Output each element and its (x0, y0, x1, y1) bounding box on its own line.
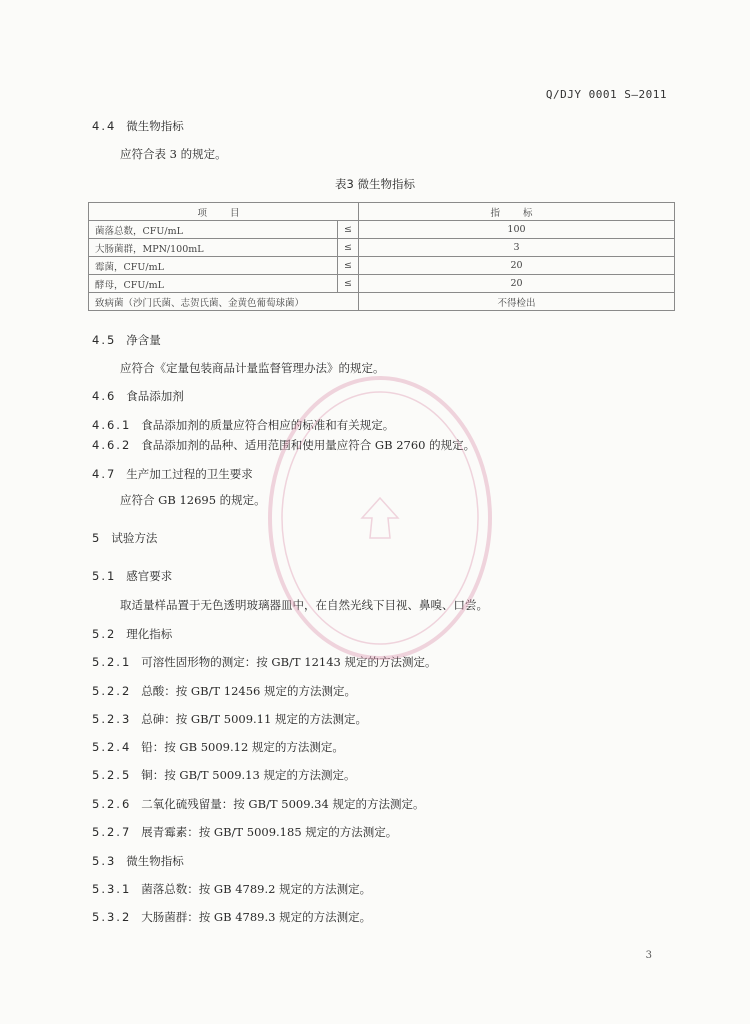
section-number: 4.6.2 (92, 438, 132, 452)
section-4-6-1 (92, 417, 394, 433)
table-row (89, 293, 675, 311)
page-number: 3 (645, 950, 652, 961)
cell-symbol: ≤ (338, 221, 359, 239)
cell-symbol: ≤ (338, 239, 359, 257)
section-number: 4.5 (92, 333, 117, 347)
section-5-2-7 (92, 824, 397, 840)
seal-star-icon (362, 498, 398, 538)
table-row (89, 257, 675, 275)
section-text: 铅：按 GB 5009.12 规定的方法测定。 (141, 740, 344, 754)
table-row (89, 221, 675, 239)
section-text: 展青霉素：按 GB/T 5009.185 规定的方法测定。 (141, 825, 398, 839)
official-seal-stamp (262, 368, 498, 668)
section-title: 微生物指标 (126, 854, 184, 868)
section-text: 食品添加剂的品种、适用范围和使用量应符合 GB 2760 的规定。 (141, 438, 476, 452)
section-number: 4.6.1 (92, 418, 132, 432)
section-4-6-heading (92, 388, 184, 404)
section-5-3-1 (92, 881, 371, 897)
section-number: 5.3 (92, 854, 117, 868)
section-title: 净含量 (126, 333, 161, 347)
section-5-2-6 (92, 796, 424, 812)
section-title: 食品添加剂 (126, 389, 184, 403)
section-text: 食品添加剂的质量应符合相应的标准和有关规定。 (141, 418, 395, 432)
section-5-2-1 (92, 654, 437, 670)
section-number: 5.2.7 (92, 825, 132, 839)
section-title: 感官要求 (126, 569, 173, 583)
section-4-4-text: 应符合表 3 的规定。 (120, 147, 227, 161)
section-number: 5.3.1 (92, 882, 132, 896)
section-number: 5.1 (92, 569, 117, 583)
section-number: 5 (92, 531, 102, 545)
section-5-2-heading (92, 626, 172, 642)
section-number: 5.2.5 (92, 768, 132, 782)
table-row (89, 275, 675, 293)
section-text: 总酸：按 GB/T 12456 规定的方法测定。 (141, 684, 356, 698)
section-number: 4.4 (92, 119, 117, 133)
section-5-2-4 (92, 739, 344, 755)
section-text: 菌落总数：按 GB 4789.2 规定的方法测定。 (141, 882, 372, 896)
section-5-3-2 (92, 909, 371, 925)
section-text: 二氧化硫残留量：按 GB/T 5009.34 规定的方法测定。 (141, 797, 425, 811)
section-5-heading (92, 530, 157, 546)
section-4-6-2 (92, 437, 475, 453)
section-5-1-heading (92, 568, 172, 584)
section-text: 铜：按 GB/T 5009.13 规定的方法测定。 (141, 768, 356, 782)
section-4-4-heading (92, 118, 184, 134)
table-row (89, 239, 675, 257)
cell-item: 霉菌，CFU/mL (89, 257, 338, 275)
section-text: 可溶性固形物的测定：按 GB/T 12143 规定的方法测定。 (141, 655, 437, 669)
section-text: 总砷：按 GB/T 5009.11 规定的方法测定。 (141, 712, 367, 726)
section-number: 4.6 (92, 389, 117, 403)
section-5-2-3 (92, 711, 367, 727)
section-number: 5.2.3 (92, 712, 132, 726)
section-title: 微生物指标 (126, 119, 184, 133)
cell-value: 20 (358, 257, 674, 275)
cell-value: 100 (358, 221, 674, 239)
section-4-7-heading (92, 466, 253, 482)
cell-item: 菌落总数，CFU/mL (89, 221, 338, 239)
section-5-3-heading (92, 853, 184, 869)
section-4-5-heading (92, 332, 161, 348)
section-number: 4.7 (92, 467, 117, 481)
section-5-2-2 (92, 683, 356, 699)
cell-value: 不得检出 (358, 293, 674, 311)
section-5-1-text: 取适量样品置于无色透明玻璃器皿中，在自然光线下目视、鼻嗅、口尝。 (120, 598, 488, 612)
microbial-table (88, 202, 675, 311)
section-4-5-text: 应符合《定量包装商品计量监督管理办法》的规定。 (120, 361, 385, 375)
cell-item: 酵母，CFU/mL (89, 275, 338, 293)
table-header-row (89, 203, 675, 221)
cell-symbol: ≤ (338, 257, 359, 275)
section-number: 5.2.2 (92, 684, 132, 698)
table-caption: 表3 微生物指标 (335, 177, 415, 191)
section-title: 试验方法 (111, 531, 158, 545)
cell-value: 3 (358, 239, 674, 257)
doc-code: Q/DJY 0001 S—2011 (545, 88, 667, 101)
header-item: 项 目 (89, 203, 359, 221)
section-number: 5.2.6 (92, 797, 132, 811)
cell-value: 20 (358, 275, 674, 293)
section-4-7-text: 应符合 GB 12695 的规定。 (120, 493, 266, 507)
section-title: 理化指标 (126, 627, 173, 641)
cell-symbol: ≤ (338, 275, 359, 293)
section-number: 5.3.2 (92, 910, 132, 924)
section-number: 5.2 (92, 627, 117, 641)
section-text: 大肠菌群：按 GB 4789.3 规定的方法测定。 (141, 910, 372, 924)
section-number: 5.2.4 (92, 740, 132, 754)
section-number: 5.2.1 (92, 655, 132, 669)
cell-item: 致病菌（沙门氏菌、志贺氏菌、金黄色葡萄球菌） (89, 293, 359, 311)
header-value: 指 标 (358, 203, 674, 221)
section-5-2-5 (92, 767, 355, 783)
section-title: 生产加工过程的卫生要求 (126, 467, 253, 481)
cell-item: 大肠菌群，MPN/100mL (89, 239, 338, 257)
